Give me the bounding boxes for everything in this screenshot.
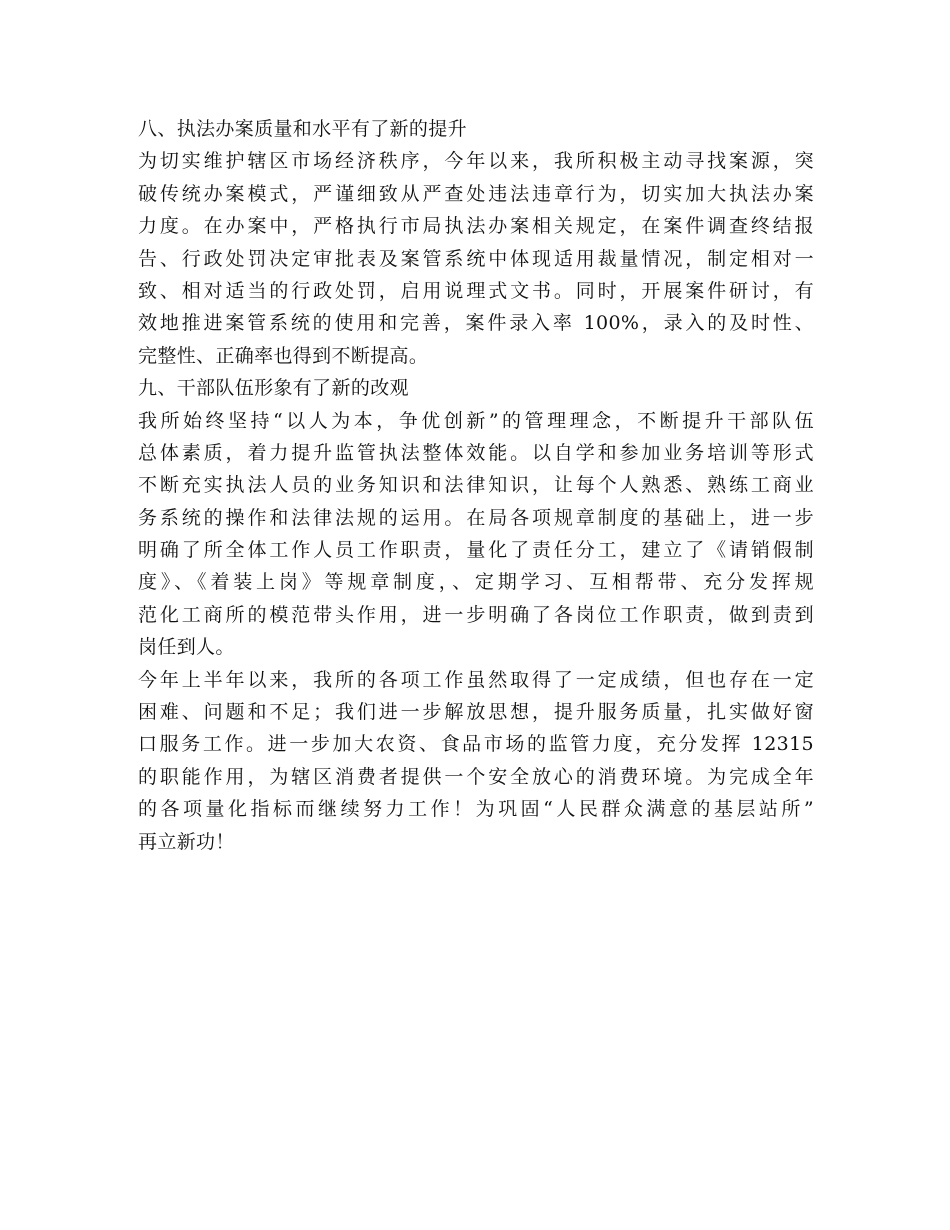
section-8	[138, 113, 814, 372]
paragraph-line: 范化工商所的模范带头作用，进一步明确了各岗位工作职责，做到责到	[138, 603, 814, 626]
conclusion-paragraph	[138, 664, 814, 858]
paragraph-line: 的职能作用，为辖区消费者提供一个安全放心的消费环境。为完成全年	[138, 765, 814, 788]
paragraph-line: 的各项量化指标而继续努力工作！为巩固“人民群众满意的基层站所”	[138, 798, 814, 821]
paragraph-line: 总体素质，着力提升监管执法整体效能。以自学和参加业务培训等形式	[138, 441, 814, 464]
paragraph-line: 致、相对适当的行政处罚，启用说理式文书。同时，开展案件研讨，有	[138, 279, 814, 302]
paragraph-line: 力度。在办案中，严格执行市局执法办案相关规定，在案件调查终结报	[138, 215, 814, 238]
paragraph-line: 口服务工作。进一步加大农资、食品市场的监管力度，充分发挥 12315	[138, 733, 814, 756]
paragraph-line: 效地推进案管系统的使用和完善，案件录入率 100%，录入的及时性、	[138, 312, 814, 335]
paragraph-line: 困难、问题和不足；我们进一步解放思想，提升服务质量，扎实做好窗	[138, 701, 814, 724]
paragraph-line: 务系统的操作和法律法规的运用。在局各项规章制度的基础上，进一步	[138, 506, 814, 529]
paragraph-line: 完整性、正确率也得到不断提高。	[138, 344, 429, 367]
section-heading: 八、执法办案质量和水平有了新的提升	[138, 118, 467, 140]
paragraph-line: 明确了所全体工作人员工作职责，量化了责任分工，建立了《请销假制	[138, 539, 814, 562]
paragraph-line: 不断充实执法人员的业务知识和法律知识，让每个人熟悉、熟练工商业	[138, 474, 814, 497]
document-page	[138, 113, 814, 858]
paragraph-line: 岗任到人。	[138, 636, 235, 659]
paragraph-line: 度》、《着装上岗》等规章制度，、定期学习、互相帮带、充分发挥规	[138, 571, 814, 594]
paragraph-line: 再立新功！	[138, 830, 235, 853]
paragraph-line: 我所始终坚持“以人为本，争优创新”的管理理念，不断提升干部队伍	[138, 409, 814, 432]
paragraph-line: 今年上半年以来，我所的各项工作虽然取得了一定成绩，但也存在一定	[138, 668, 814, 691]
paragraph-line: 告、行政处罚决定审批表及案管系统中体现适用裁量情况，制定相对一	[138, 247, 814, 270]
section-heading: 九、干部队伍形象有了新的改观	[138, 377, 409, 400]
section-8-paragraph	[138, 145, 814, 372]
paragraph-line: 为切实维护辖区市场经济秩序，今年以来，我所积极主动寻找案源，突	[138, 150, 814, 173]
paragraph-line: 破传统办案模式，严谨细致从严查处违法违章行为，切实加大执法办案	[138, 182, 814, 205]
section-9-paragraph	[138, 405, 814, 664]
section-9	[138, 372, 814, 664]
